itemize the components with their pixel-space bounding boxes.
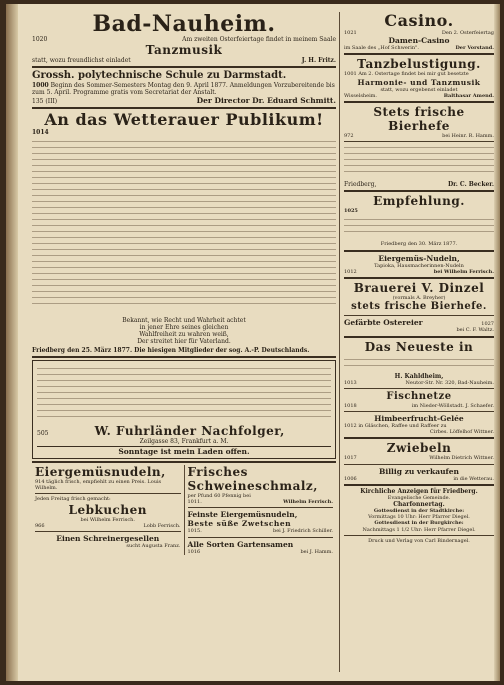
news-footer xyxy=(344,380,494,386)
divider xyxy=(344,388,494,389)
ad-fine-noodles-title: Feinste Eiergemüsnudeln, xyxy=(187,510,298,520)
brewery-slogan: stets frische Bierhefe. xyxy=(351,301,487,313)
fish-number: 1018 xyxy=(344,402,357,409)
church-time1: Vormittags 10 Uhr: Herr Pfarrer Diegel. xyxy=(368,514,470,521)
school-ref: 135 (III) xyxy=(32,98,58,105)
casino-footer xyxy=(344,45,494,51)
divider xyxy=(344,437,494,439)
onion-by: Wilhelm Dietrich Wittner. xyxy=(429,455,494,462)
church-line2: Gottesdienst in der Burgkirche: xyxy=(374,520,464,527)
oyster-by: bei C. F. Waltz. xyxy=(456,327,494,334)
director-line xyxy=(32,96,336,105)
oyster-number: 1027 xyxy=(481,321,494,328)
divider xyxy=(35,531,181,532)
church-footer: Druck und Verlag von Carl Bindernagel. xyxy=(368,537,470,544)
doctor-name: Dr. C. Becker. xyxy=(447,181,494,189)
notice-line-1: Bekannt, wie Recht und Wahrheit achtet xyxy=(122,317,246,324)
casino-number: 1021 xyxy=(344,30,357,36)
casino-event: Damen-Casino xyxy=(388,36,450,46)
noodle-title: Eiergemüs-Nudeln, xyxy=(378,253,460,263)
left-column xyxy=(32,12,336,555)
empf-date: Friedberg den 30. März 1877. xyxy=(380,241,458,248)
store-sunday: Sonntage ist mein Laden offen. xyxy=(37,446,331,456)
beer-title: Stets frische Bierhefe xyxy=(373,105,465,134)
divider xyxy=(188,507,334,508)
ad-seeds-title: Alle Sorten Gartensamen xyxy=(187,539,294,549)
notice-line-2: in jener Ehre seines gleichen xyxy=(139,324,229,331)
church-title: Kirchliche Anzeigen für Friedberg. xyxy=(360,487,478,495)
beer-by: bei Heinr. R. Hamm. xyxy=(442,133,494,140)
oyster-title: Gefärbte Ostereier xyxy=(344,318,423,328)
divider xyxy=(188,537,334,538)
ad-noodles-text xyxy=(35,479,181,491)
rent-title: Billig zu verkaufen xyxy=(379,466,459,476)
tanz-place: Wisselsheim. xyxy=(344,92,378,99)
divider xyxy=(32,107,336,109)
divider xyxy=(344,535,494,536)
fish-footer xyxy=(344,403,494,409)
news-number: 1013 xyxy=(344,379,357,386)
divider xyxy=(344,336,494,338)
onion-footer xyxy=(344,455,494,461)
casino-title: Casino. xyxy=(384,12,454,30)
divider xyxy=(344,277,494,279)
page-edge xyxy=(494,4,500,681)
kursaal-line xyxy=(32,36,336,43)
ad-seeds-footer xyxy=(188,549,334,555)
divider xyxy=(32,66,336,68)
ad-seeds-no: 1016 xyxy=(187,548,201,555)
invite-text: statt, wozu freundlichst einladet xyxy=(32,57,131,64)
brewery-title: Brauerei V. Dinzel xyxy=(353,281,485,296)
store-ref: 505 xyxy=(37,430,49,437)
tanz-number: 1001 xyxy=(344,71,357,78)
appeal-body-text xyxy=(32,141,336,317)
divider xyxy=(35,493,181,494)
rent-footer xyxy=(344,476,494,482)
ad-noodles-body: täglich frisch, empfiehlt zu einen Preis. Louis Wilhelm. xyxy=(35,479,162,492)
newspaper-page xyxy=(6,4,500,681)
store-name-row xyxy=(37,424,331,438)
news-addr: Neutor-Str. Nr. 320, Bad-Nauheim. xyxy=(405,379,494,386)
fish-by: im Nieder-Wöllstadt. J. Schaefer. xyxy=(411,402,494,409)
ad-noodles-no: 914 xyxy=(35,479,45,485)
church-time2: Nachmittags 1 1/2 Uhr: Herr Pfarrer Diegel. xyxy=(362,526,476,533)
empf-number: 1025 xyxy=(344,208,358,215)
tanz-invite: statt, wozu ergebenst einladet xyxy=(380,86,458,93)
binding-gutter xyxy=(6,4,18,681)
church-sub: Evangelische Gemeinde. xyxy=(387,494,451,501)
church-day: Charfonnertag. xyxy=(393,501,445,509)
notice-line-4: Der streitet hier für Vaterland. xyxy=(137,338,231,345)
ad-lard-footer xyxy=(188,499,334,505)
noodle-sub: Tapioka, Hausmacherinnen-Nudeln xyxy=(374,262,464,269)
ad-lard-text: per Pfund 60 Pfennig bei xyxy=(187,493,251,499)
ad-plums-footer xyxy=(188,528,334,534)
column-rule xyxy=(339,12,340,672)
appeal-signature: Friedberg den 25. März 1877. Die hiesigen Mitglieder der sog. A.-P. Deutschlands. xyxy=(32,347,310,354)
appeal-heading: An das Wetterauer Publikum! xyxy=(44,110,324,129)
invite-line xyxy=(32,57,336,64)
ad-lebkuchen-title: Lebkuchen xyxy=(68,502,147,517)
notice-line-3: Wahlfreiheit zu wahren weiß, xyxy=(139,331,229,338)
kursaal-text: Am zweiten Osterfeiertage findet in meinem Saale xyxy=(182,36,336,43)
casino-sub: Den 2. Osterfeiertag xyxy=(441,30,494,36)
noodle-number: 1012 xyxy=(344,268,357,275)
tanz-music: Harmonie- und Tanzmusik xyxy=(357,77,481,87)
divider xyxy=(32,356,336,358)
tanz-host: Balthasar Amend. xyxy=(443,92,494,99)
noodle-by: bei Wilhelm Ferrisch. xyxy=(433,268,494,275)
casino-by: Der Vorstand. xyxy=(455,45,494,52)
ad-lebkuchen-footer xyxy=(35,523,181,529)
news-body-text xyxy=(344,359,494,373)
jelly-by: Cirbes. Löffelhof Wittner. xyxy=(429,429,494,436)
notice-body-text xyxy=(344,147,494,181)
ad-lard-by: Wilhelm Ferrisch. xyxy=(283,499,333,506)
jelly-title: Himbeerfrucht-Gelée xyxy=(374,414,464,424)
host-name: J. H. Fritz. xyxy=(301,57,336,64)
tanz-title: Tanzbelustigung. xyxy=(357,57,481,72)
masthead-title: Bad-Nauheim. xyxy=(92,12,276,37)
appeal-number: 1014 xyxy=(32,129,49,136)
ad-carpenter-by: sucht Augusta Franz. xyxy=(126,543,181,550)
ad-plums-title: Beste süße Zwetschen xyxy=(187,519,292,529)
ad-noodles-title: Eiergemüsnudeln, xyxy=(35,465,166,479)
divider xyxy=(344,190,494,192)
ad-lebkuchen-sub: Jeden Freitag frisch gemacht: xyxy=(35,496,111,503)
news-title: Das Neueste in xyxy=(364,339,474,354)
rent-number: 1006 xyxy=(344,475,357,482)
school-title: Grossh. polytechnische Schule zu Darmstadt. xyxy=(32,70,287,81)
beer-number: 972 xyxy=(344,133,354,140)
jelly-sub: in Gläschen, Raffee und Raffeer zu xyxy=(358,423,447,430)
ad-carpenter-title: Einen Schreinergesellen xyxy=(56,534,160,544)
empf-body-text xyxy=(344,219,494,241)
divider xyxy=(344,141,494,142)
appeal-notice xyxy=(32,317,336,345)
casino-place: im Saale des „Hof Schwerin". xyxy=(344,45,419,52)
school-text xyxy=(32,82,336,96)
oyster-line xyxy=(344,318,494,327)
school-number: 1000 xyxy=(32,82,49,89)
empf-title: Empfehlung. xyxy=(373,194,465,209)
tanzmusik-heading: Tanzmusik xyxy=(145,43,223,57)
brewery-sub: (vormals A. Breyher) xyxy=(392,295,446,302)
rent-by: in die Wetterau. xyxy=(453,475,494,482)
ad-seeds-by: bei J. Hamm. xyxy=(300,548,333,555)
divider xyxy=(344,315,494,316)
doctor-line xyxy=(344,181,494,188)
jelly-number: 1012 xyxy=(344,423,357,430)
ad-col-1 xyxy=(32,465,185,555)
tanz-footer xyxy=(344,93,494,99)
bottom-ads xyxy=(32,465,336,555)
divider xyxy=(32,461,336,463)
onion-title: Zwiebeln xyxy=(386,441,452,456)
ad-plums-no: 1015. xyxy=(187,528,202,535)
ad-lebkuchen-by: bei Wilhelm Ferrisch. xyxy=(80,516,135,523)
news-by: H. Kahldheim, xyxy=(394,372,444,380)
ad-lebkuchen-ref: Lobb Ferrisch. xyxy=(143,522,181,529)
divider xyxy=(344,250,494,252)
divider xyxy=(344,101,494,103)
divider xyxy=(344,411,494,412)
store-name: W. Fuhrländer Nachfolger, xyxy=(94,424,285,438)
ad-lard-no: 1011. xyxy=(187,499,202,506)
right-column xyxy=(344,12,494,544)
divider xyxy=(344,53,494,55)
kursaal-number: 1020 xyxy=(32,36,48,43)
school-desc: Beginn des Sommer-Semesters Montag den 9. April 1877. Anmeldungen Vorzubereitende bis zum 5. April. Programme gratis vom Secretariat der Anstalt. xyxy=(32,82,335,96)
tanz-desc: Am 2. Ostertage findet bei mir gut besetzte xyxy=(358,71,469,78)
store-price-list xyxy=(37,368,331,424)
divider xyxy=(344,484,494,486)
fish-title: Fischnetze xyxy=(386,390,452,402)
ad-col-2 xyxy=(185,465,337,555)
divider xyxy=(344,464,494,465)
ad-lard-title: Frisches Schweineschmalz, xyxy=(187,465,318,493)
onion-number: 1017 xyxy=(344,455,357,462)
store-ad xyxy=(32,360,336,459)
noodle-footer xyxy=(344,269,494,275)
store-address: Zeilgasse 83, Frankfurt a. M. xyxy=(139,438,229,445)
director-name: Der Director Dr. Eduard Schmitt. xyxy=(196,96,336,105)
church-line1: Gottesdienst in der Stadtkirche: xyxy=(373,508,465,515)
ad-plums-by: bei J. Friedrich Schiller. xyxy=(273,528,333,535)
doctor-place: Friedberg, xyxy=(344,181,377,189)
ad-lebkuchen-no: 966 xyxy=(35,522,45,529)
beer-footer xyxy=(344,133,494,139)
